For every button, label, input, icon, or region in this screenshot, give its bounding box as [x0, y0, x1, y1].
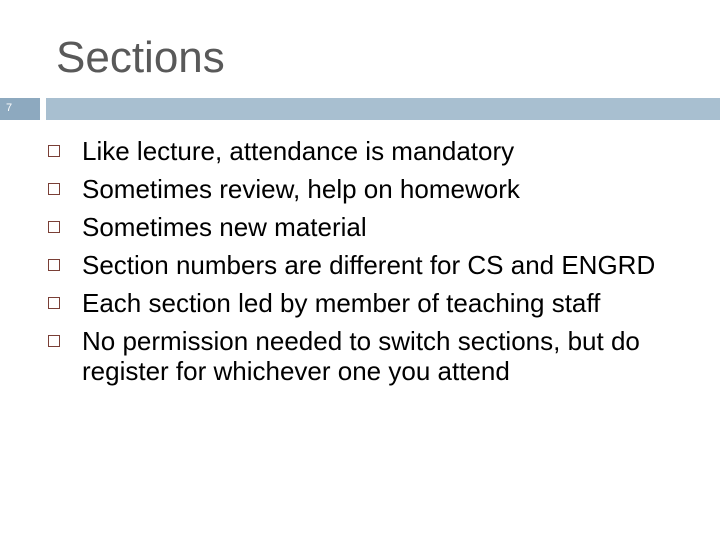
bullet-text: Like lecture, attendance is mandatory: [82, 136, 515, 166]
square-bullet-icon: [48, 221, 60, 233]
page-number-box: [0, 98, 40, 120]
square-bullet-icon: [48, 145, 60, 157]
square-bullet-icon: [48, 335, 60, 347]
bullet-text: Section numbers are different for CS and ENGRD: [82, 250, 656, 280]
bullet-item: [48, 326, 688, 386]
bullet-text: No permission needed to switch sections, but do register for whichever one you attend: [82, 326, 640, 386]
title-divider-bar: [0, 98, 720, 120]
square-bullet-icon: [48, 259, 60, 271]
bullet-item: [48, 212, 688, 242]
square-bullet-icon: [48, 183, 60, 195]
bullet-list: [48, 136, 688, 394]
page-number: 7: [6, 102, 13, 114]
bullet-text: Sometimes new material: [82, 212, 367, 242]
bullet-item: [48, 288, 688, 318]
bullet-item: [48, 250, 688, 280]
bullet-item: [48, 136, 688, 166]
square-bullet-icon: [48, 297, 60, 309]
bullet-text: Each section led by member of teaching staff: [82, 288, 601, 318]
divider-line: [46, 98, 720, 120]
bullet-text: Sometimes review, help on homework: [82, 174, 520, 204]
slide-title: Sections: [56, 33, 225, 82]
bullet-item: [48, 174, 688, 204]
